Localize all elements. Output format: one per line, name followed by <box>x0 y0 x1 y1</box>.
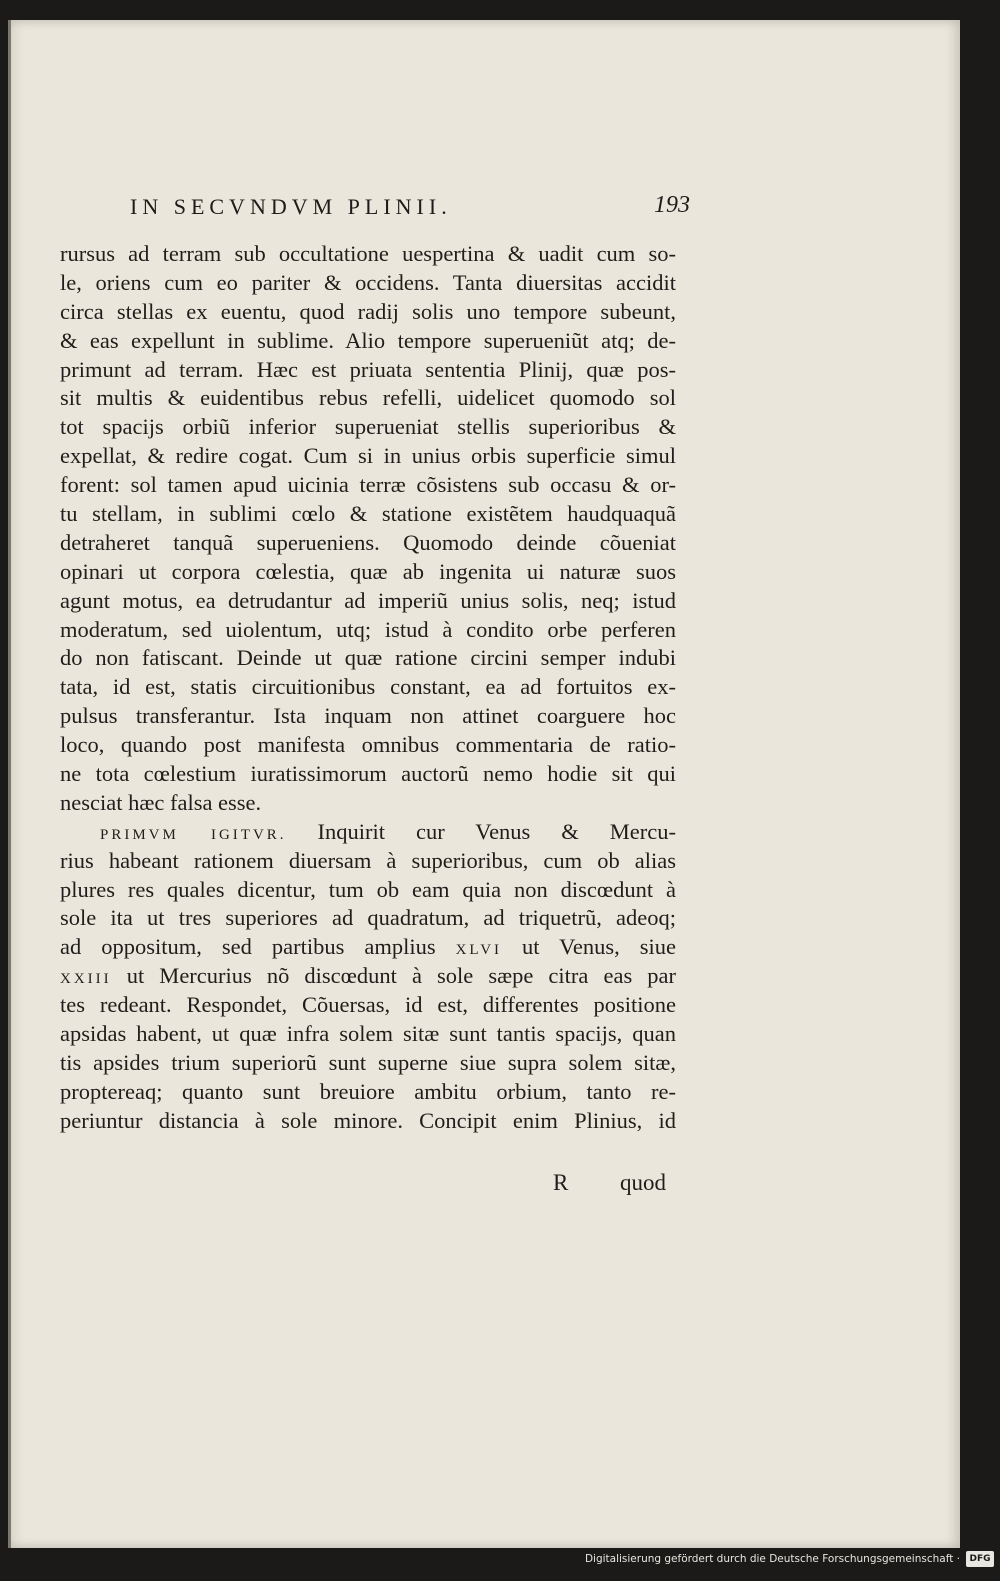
text-line: loco, quando post manifesta omnibus commentaria de ratio- <box>60 732 676 758</box>
running-title: IN SECVNDVM PLINII. <box>130 194 452 219</box>
paragraph-2-lines-a <box>60 847 676 934</box>
catchword: quod <box>620 1170 666 1195</box>
text-line: pulsus transferantur. Ista inquam non attinet coarguere hoc <box>60 703 676 729</box>
text-line: expellat, & redire cogat. Cum si in unius orbis superficie simul <box>60 443 676 469</box>
paragraph-2 <box>60 818 676 1136</box>
text-line: tu stellam, in sublimi cœlo & statione existẽtem haudquaquã <box>60 501 676 527</box>
text-line: detraheret tanquã superueniens. Quomodo deinde cõueniat <box>60 529 676 555</box>
text-line: sole ita ut tres superiores ad quadratum, ad triquetrũ, adeoq; <box>60 905 676 931</box>
section-lead-smallcaps: PRIMVM IGITVR. <box>100 826 287 843</box>
digitization-credit: Digitalisierung gefördert durch die Deutsche Forschungsgemeinschaft · <box>584 1553 960 1565</box>
text-line: le, oriens cum eo pariter & occidens. Tanta diuersitas accidit <box>60 269 676 295</box>
text-line: circa stellas ex euentu, quod radij solis uno tempore subeunt, <box>60 298 676 324</box>
paragraph-1 <box>60 240 676 818</box>
text-line: opinari ut corpora cœlestia, quæ ab ingenita ui naturæ suos <box>60 558 676 584</box>
text-line: proptereaq; quanto sunt breuiore ambitu orbium, tanto re- <box>60 1078 676 1104</box>
text-line-numeral-b <box>60 962 676 991</box>
text-line: plures res quales dicentur, tum ob eam quia non discœdunt à <box>60 876 676 902</box>
text-line: tes redeant. Respondet, Cõuersas, id est, differentes positione <box>60 992 676 1018</box>
text-line: rursus ad terram sub occultatione uespertina & uadit cum so- <box>60 241 676 266</box>
paragraph-2-lines-b <box>60 991 676 1135</box>
text-line: ne tota cœlestium iuratissimorum auctorũ nemo hodie sit qui <box>60 761 676 787</box>
numeral-line-after: ut Venus, siue <box>522 934 676 960</box>
page-gutter-edge <box>8 20 11 1548</box>
text-line: agunt motus, ea detrudantur ad imperiũ unius solis, neq; istud <box>60 587 676 613</box>
paragraph-2-first-line <box>60 818 676 847</box>
main-text-block <box>60 240 676 1136</box>
roman-numeral-46: XLVI <box>455 942 503 959</box>
text-line: moderatum, sed uiolentum, utq; istud à condito orbe perferen <box>60 616 676 642</box>
text-line: periuntur distancia à sole minore. Concipit enim Plinius, id <box>60 1107 676 1133</box>
text-line: rius habeant rationem diuersam à superioribus, cum ob alias <box>60 847 676 873</box>
text-line-numeral-a <box>60 933 676 962</box>
text-line: tata, id est, statis circuitionibus constant, ea ad fortuitos ex- <box>60 674 676 700</box>
text-line: do non fatiscant. Deinde ut quæ ratione circini semper indubi <box>60 645 676 671</box>
numeral-line-before: ad oppositum, sed partibus amplius <box>60 934 436 960</box>
text-line: & eas expellunt in sublime. Alio tempore superueniũt atq; de- <box>60 327 676 353</box>
text-line: tis apsides trium superiorũ sunt superne siue supra solem sitæ, <box>60 1049 676 1075</box>
numeral-line-after: ut Mercurius nõ discœdunt à sole sæpe citra eas par <box>126 963 676 989</box>
page-header <box>130 192 690 228</box>
text-line: apsidas habent, ut quæ infra solem sitæ sunt tantis spacijs, quan <box>60 1021 676 1047</box>
text-line: primunt ad terram. Hæc est priuata sententia Plinij, quæ pos- <box>60 356 676 382</box>
first-line-rest: Inquirit cur Venus & Mercu- <box>317 818 676 844</box>
text-line: tot spacijs orbiũ inferior superueniat stellis superioribus & <box>60 414 676 440</box>
dfg-logo: DFG <box>966 1551 994 1567</box>
text-line: forent: sol tamen apud uicinia terræ cõsistens sub occasu & or- <box>60 472 676 498</box>
book-page <box>8 20 960 1548</box>
folio-number: 193 <box>654 192 690 218</box>
signature-mark: R <box>553 1170 569 1195</box>
text-line: nesciat hæc falsa esse. <box>60 789 262 815</box>
text-line: sit multis & euidentibus rebus refelli, uidelicet quomodo sol <box>60 385 676 411</box>
roman-numeral-23: XXIII <box>60 971 112 988</box>
